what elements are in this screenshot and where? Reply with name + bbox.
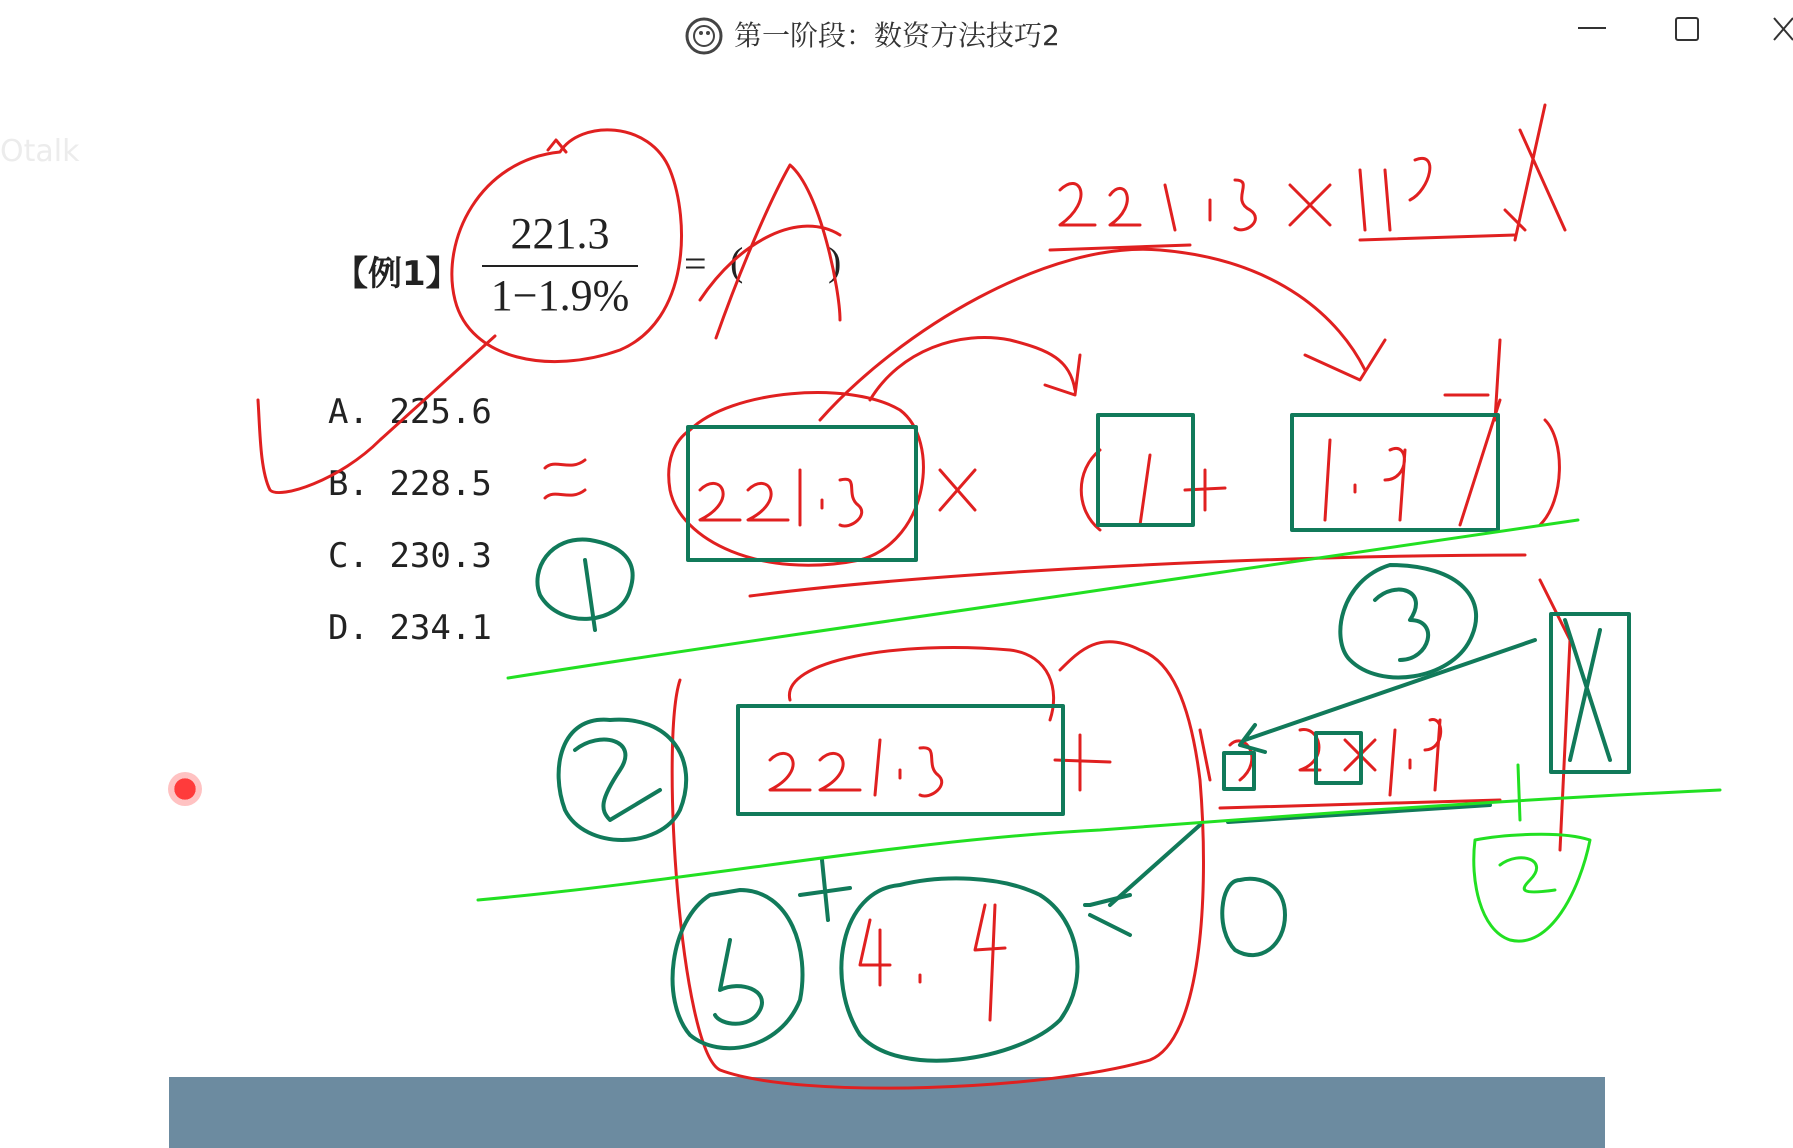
watermark: Otalk (0, 134, 80, 169)
option-letter: B. (328, 464, 369, 504)
ink-underline-green (1228, 805, 1490, 822)
ink-box-19 (1292, 415, 1498, 530)
ink-arrow-to-box (1240, 640, 1535, 752)
ink-plus-green (800, 860, 850, 920)
option-letter: A. (328, 392, 369, 432)
option-letter: C. (328, 536, 369, 576)
option-value: 225.6 (389, 392, 492, 432)
close-icon (1750, 6, 1793, 66)
ink-box-small-1 (1224, 753, 1254, 789)
fraction-numerator: 221.3 (510, 209, 610, 258)
ink-red-right-line (1540, 580, 1570, 850)
ink-one-nine (1325, 440, 1405, 520)
ink-red-cloud2 (789, 647, 1053, 720)
ink-tick (548, 140, 566, 152)
ink-box-221-lower (738, 706, 1063, 814)
bottom-panel (169, 1077, 1605, 1148)
maximize-button[interactable] (1656, 6, 1716, 66)
ink-top-underline (1050, 235, 1515, 250)
ink-arc-small (870, 338, 1075, 401)
ink-top-cross (1505, 105, 1565, 240)
ink-red-underline2 (1220, 800, 1500, 808)
ink-red-vline (1495, 340, 1500, 420)
ink-letter-a (700, 165, 840, 338)
ink-plus (1185, 470, 1225, 510)
ink-green-circle-2 (1474, 834, 1590, 941)
ink-red-cloud (672, 642, 1203, 1088)
ink-red-expr2 (1200, 720, 1441, 795)
option-c[interactable] (328, 536, 492, 576)
ink-approx (545, 460, 585, 498)
minimize-icon (1562, 6, 1622, 66)
ink-multiply (940, 470, 975, 510)
ink-box-one (1098, 415, 1193, 525)
ink-circle-44 (841, 878, 1077, 1060)
option-value: 234.1 (389, 608, 492, 648)
option-a[interactable] (328, 392, 492, 432)
equals-sign: = (684, 241, 707, 286)
answer-paren-open: ( (730, 239, 744, 284)
minimize-button[interactable] (1562, 6, 1622, 66)
ink-five (715, 940, 762, 1024)
ink-red-underline (750, 555, 1525, 596)
option-value: 230.3 (389, 536, 492, 576)
laser-pointer-dot (168, 772, 202, 806)
ink-circle-3 (1340, 565, 1476, 677)
fraction-denominator: 1−1.9% (490, 271, 630, 320)
ink-expr-221 (700, 470, 862, 526)
fraction-bar (482, 265, 638, 267)
option-letter: D. (328, 608, 369, 648)
ink-cross-right (1565, 620, 1610, 760)
ink-circle-4 (1222, 879, 1285, 955)
ink-circle-2 (559, 720, 687, 840)
answer-paren-close: ) (828, 239, 842, 284)
ink-box-right (1551, 614, 1629, 772)
maximize-icon (1656, 6, 1716, 66)
ink-arc-large (820, 249, 1365, 420)
ink-red-44 (860, 905, 1005, 1020)
title-bar (0, 0, 1793, 80)
ink-top-expression (1060, 158, 1430, 230)
ink-circle-5 (673, 890, 803, 1048)
ink-box-small-2 (1316, 733, 1361, 783)
ink-one (1140, 455, 1150, 525)
ink-green-line-2 (478, 790, 1720, 900)
ink-paren-right (1540, 420, 1559, 525)
camera-lens-icon (684, 16, 724, 56)
ink-arc-small-head (1045, 355, 1080, 395)
option-b[interactable] (328, 464, 492, 504)
ink-green-tick (1518, 765, 1520, 820)
ink-paren-left (1081, 450, 1100, 530)
ink-arrow-diag (1110, 825, 1200, 905)
ink-red-plus (1055, 735, 1110, 790)
window-title: 第一阶段：数资方法技巧2 (734, 19, 1060, 52)
ink-circle-1 (537, 540, 632, 630)
ink-box-221 (688, 427, 916, 560)
ink-percent (1445, 395, 1500, 525)
ink-arrow-to-44 (1085, 895, 1130, 935)
option-d[interactable] (328, 608, 492, 648)
ink-green-line-1 (508, 520, 1578, 678)
ink-arc-large-head (1305, 340, 1385, 380)
ink-red-circle-group (669, 393, 924, 566)
ink-red-221 (770, 740, 942, 796)
close-button[interactable] (1750, 6, 1793, 66)
example-label: 【例1】 (334, 254, 460, 294)
option-value: 228.5 (389, 464, 492, 504)
